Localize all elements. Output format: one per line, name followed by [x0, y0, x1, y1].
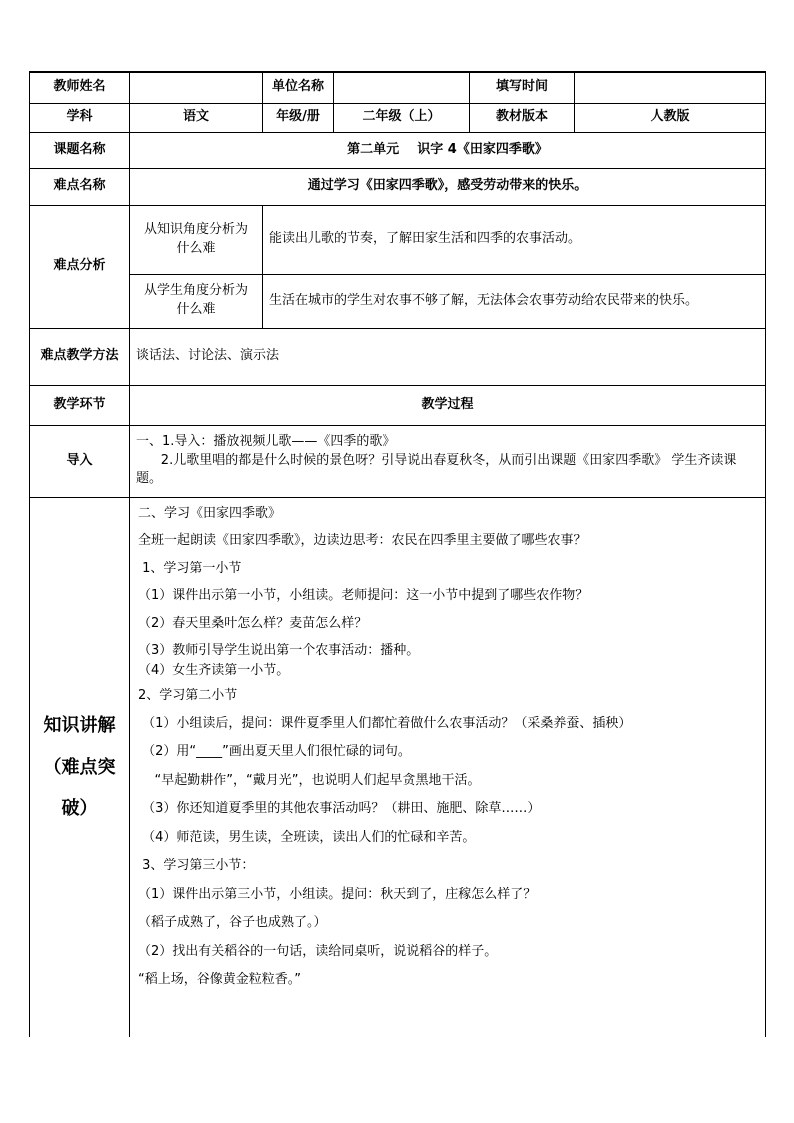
- knowledge-line: 2、学习第二小节: [138, 688, 238, 703]
- knowledge-angle-value: 能读出儿歌的节奏，了解田家生活和四季的农事活动。: [263, 205, 766, 274]
- unit-name-value: [334, 72, 470, 103]
- knowledge-content: [130, 497, 766, 1037]
- process-stage-label: 教学环节: [30, 385, 130, 425]
- grade-value: 二年级（上）: [334, 103, 470, 132]
- row-header-1: [30, 72, 766, 103]
- knowledge-line: 3、学习第三小节：: [138, 858, 255, 873]
- row-difficulty: [30, 168, 766, 205]
- fill-time-value: [575, 72, 766, 103]
- intro-content: [130, 425, 766, 497]
- intro-line-2: 2.儿歌里唱的都是什么时候的景色呀？引导说出春夏秋冬，从而引出课题《田家四季歌》 学生齐读课题。: [136, 452, 737, 487]
- difficulty-value: 通过学习《田家四季歌》，感受劳动带来的快乐。: [130, 168, 766, 205]
- knowledge-line: （2）春天里桑叶怎么样？麦苗怎么样？: [138, 615, 368, 631]
- knowledge-label-line3: 破）: [61, 797, 98, 819]
- knowledge-line: （4）女生齐读第一小节。: [138, 662, 290, 678]
- knowledge-line: （1）课件出示第一小节，小组读。老师提问：这一小节中提到了哪些农作物？: [138, 588, 589, 603]
- subject-value: 语文: [130, 103, 263, 132]
- intro-line-1: 一、1.导入：播放视频儿歌——《四季的歌》: [136, 433, 396, 449]
- row-topic: [30, 132, 766, 168]
- knowledge-line: （3）教师引导学生说出第一个农事活动：播种。: [138, 643, 420, 658]
- row-analysis-knowledge: [30, 205, 766, 274]
- knowledge-angle-label-line1: 从知识角度分析为: [143, 221, 248, 237]
- row-process-header: [30, 385, 766, 425]
- lesson-plan-table: [29, 71, 766, 1037]
- knowledge-line: （4）师范读，男生读，全班读，读出人们的忙碌和辛苦。: [138, 829, 476, 845]
- knowledge-line: 1、学习第一小节: [138, 560, 242, 576]
- row-intro: [30, 425, 766, 497]
- knowledge-angle-label-line2: 什么难: [176, 240, 216, 256]
- fill-time-label: 填写时间: [470, 72, 575, 103]
- knowledge-line: “早起勤耕作”，“戴月光”，也说明人们起早贪黑地干活。: [138, 772, 481, 788]
- process-value: 教学过程: [130, 385, 766, 425]
- grade-label: 年级/册: [263, 103, 334, 132]
- row-analysis-student: [30, 274, 766, 328]
- knowledge-line: 二、学习《田家四季歌》: [138, 505, 282, 521]
- knowledge-line: “稻上场，谷像黄金粒粒香。”: [138, 972, 301, 987]
- teacher-name-value: [130, 72, 263, 103]
- teacher-name-label: 教师姓名: [30, 72, 130, 103]
- knowledge-line: （1）课件出示第三小节，小组读。提问：秋天到了，庄稼怎么样了？: [138, 886, 537, 902]
- method-label: 难点教学方法: [30, 328, 130, 385]
- subject-label: 学科: [30, 103, 130, 132]
- edition-label: 教材版本: [470, 103, 575, 132]
- knowledge-label-line2: （难点突: [43, 756, 116, 778]
- knowledge-line: （2）找出有关稻谷的一句话，读给同桌听，说说稻谷的样子。: [138, 943, 498, 959]
- student-angle-value: 生活在城市的学生对农事不够了解，无法体会农事劳动给农民带来的快乐。: [263, 274, 766, 328]
- knowledge-line: （3）你还知道夏季里的其他农事活动吗？（耕田、施肥、除草……）: [138, 801, 541, 816]
- knowledge-label: [30, 497, 130, 1037]
- topic-value: 第二单元 识字 4《田家四季歌》: [130, 132, 766, 168]
- row-knowledge: [30, 497, 766, 1037]
- difficulty-label: 难点名称: [30, 168, 130, 205]
- method-value: 谈话法、讨论法、演示法: [130, 328, 766, 385]
- knowledge-line: （2）用“____”画出夏天里人们很忙碌的词句。: [138, 744, 411, 759]
- edition-value: 人教版: [575, 103, 766, 132]
- student-angle-label: [130, 274, 263, 328]
- knowledge-line: （1）小组读后，提问：课件夏季里人们都忙着做什么农事活动？（采桑养蚕、插秧）: [138, 715, 632, 731]
- analysis-label: 难点分析: [30, 205, 130, 328]
- unit-name-label: 单位名称: [263, 72, 334, 103]
- knowledge-label-line1: 知识讲解: [43, 715, 116, 737]
- student-angle-label-line2: 什么难: [176, 302, 216, 317]
- topic-label: 课题名称: [30, 132, 130, 168]
- knowledge-angle-label: [130, 205, 263, 274]
- knowledge-line: 全班一起朗读《田家四季歌》，边读边思考：农民在四季里主要做了哪些农事？: [138, 533, 587, 548]
- row-header-2: [30, 103, 766, 132]
- row-method: [30, 328, 766, 385]
- intro-label: 导入: [30, 425, 130, 497]
- student-angle-label-line1: 从学生角度分析为: [143, 283, 248, 299]
- knowledge-line: （稻子成熟了，谷子也成熟了。）: [138, 915, 327, 930]
